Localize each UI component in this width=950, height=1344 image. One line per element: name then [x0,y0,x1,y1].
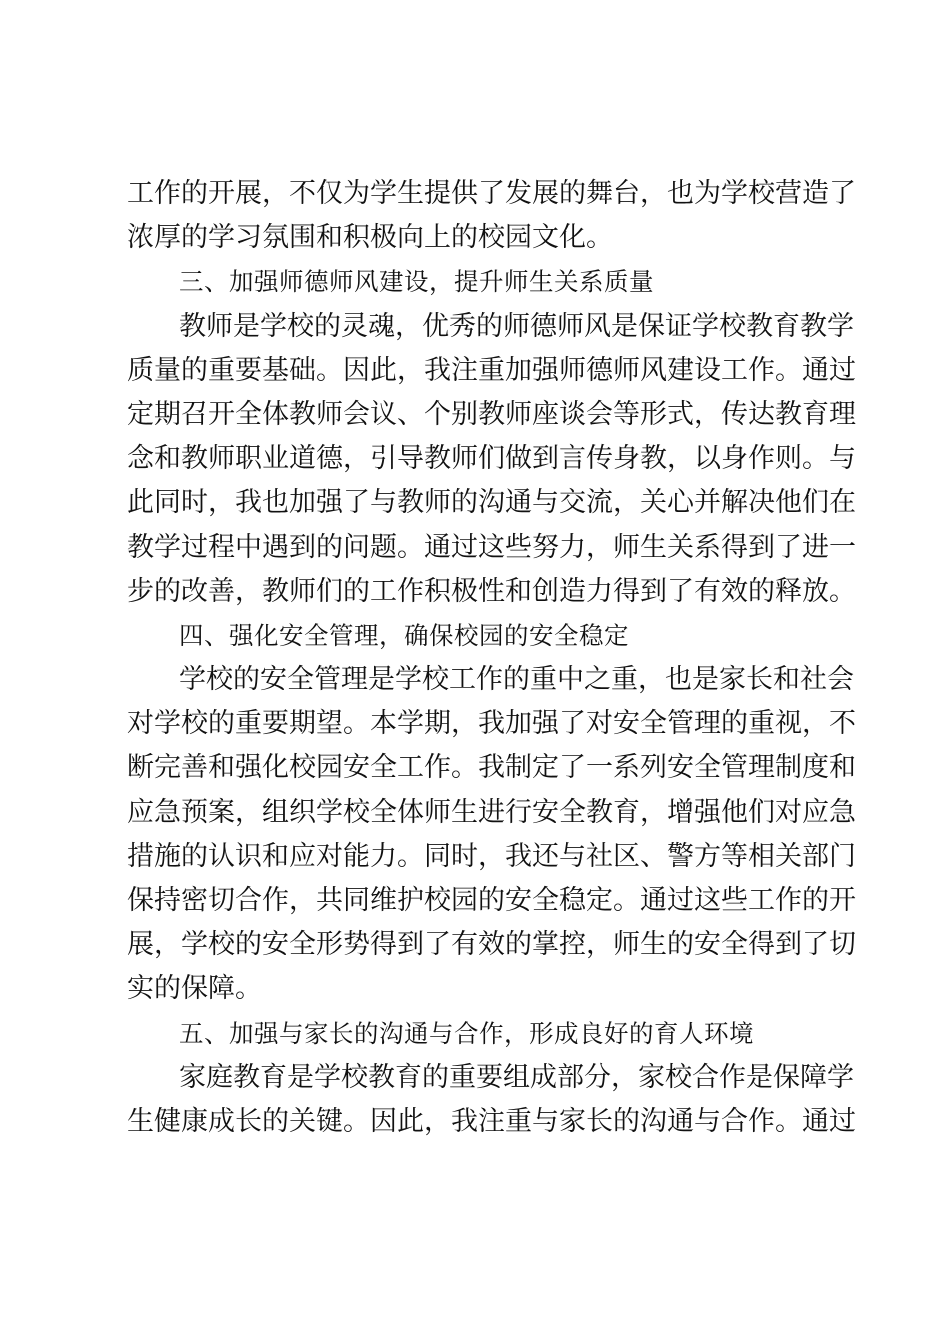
body-text-line: 工作的开展，不仅为学生提供了发展的舞台，也为学校营造了 [127,178,856,209]
body-text-line: 定期召开全体教师会议、个别教师座谈会等形式，传达教育理 [127,398,856,430]
body-text-line: 断完善和强化校园安全工作。我制定了一系列安全管理制度和 [127,752,856,784]
section-heading-5: 五、加强与家长的沟通与合作，形成良好的育人环境 [179,1018,754,1048]
section-heading-4: 四、强化安全管理，确保校园的安全稳定 [179,620,629,650]
paragraph-first-line: 学校的安全管理是学校工作的重中之重，也是家长和社会 [179,664,854,696]
body-text-line: 念和教师职业道德，引导教师们做到言传身教，以身作则。与 [127,443,856,475]
body-text-line: 措施的认识和应对能力。同时，我还与社区、警方等相关部门 [127,840,856,872]
body-text-line: 展，学校的安全形势得到了有效的掌控，师生的安全得到了切 [127,929,856,961]
body-text-line: 步的改善，教师们的工作积极性和创造力得到了有效的释放。 [127,575,856,607]
body-text-line: 此同时，我也加强了与教师的沟通与交流，关心并解决他们在 [127,487,856,519]
body-text-line: 实的保障。 [127,973,262,1005]
body-text-line: 质量的重要基础。因此，我注重加强师德师风建设工作。通过 [127,354,856,386]
body-text-line: 浓厚的学习氛围和积极向上的校园文化。 [127,222,613,254]
paragraph-first-line: 教师是学校的灵魂，优秀的师德师风是保证学校教育教学 [179,310,854,342]
section-heading-3: 三、加强师德师风建设，提升师生关系质量 [179,267,654,297]
body-text-line: 对学校的重要期望。本学期，我加强了对安全管理的重视，不 [127,708,856,740]
paragraph-first-line: 家庭教育是学校教育的重要组成部分，家校合作是保障学 [179,1061,854,1093]
body-text-line: 保持密切合作，共同维护校园的安全稳定。通过这些工作的开 [127,885,856,916]
body-text-line: 生健康成长的关键。因此，我注重与家长的沟通与合作。通过 [127,1105,856,1137]
document-page [127,172,856,1144]
body-text-line: 应急预案，组织学校全体师生进行安全教育，增强他们对应急 [127,796,856,828]
body-text-line: 教学过程中遇到的问题。通过这些努力，师生关系得到了进一 [127,531,856,563]
